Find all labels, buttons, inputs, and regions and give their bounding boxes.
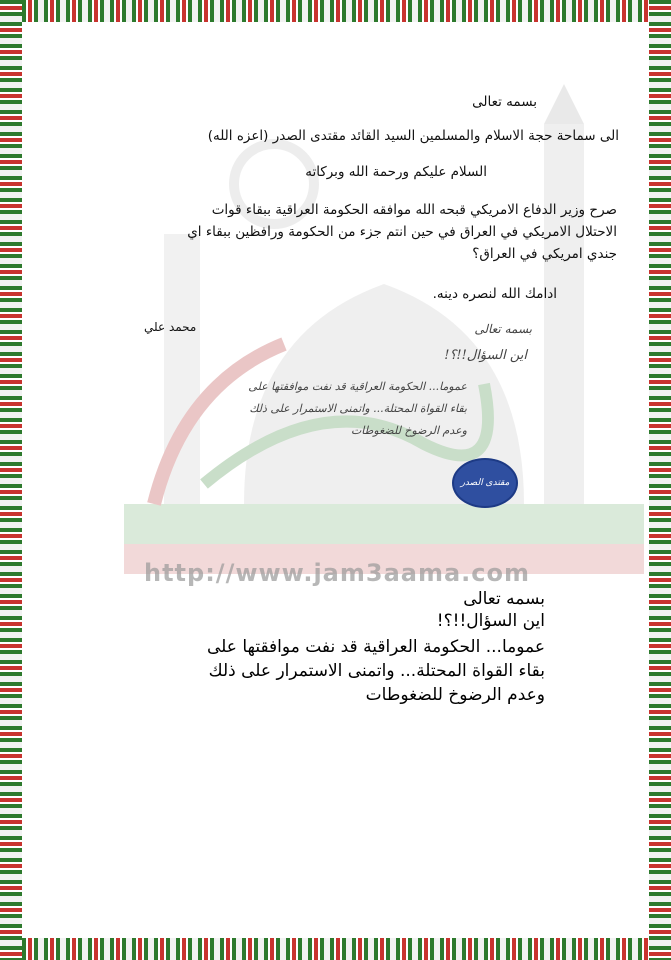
transcription-line-2: اين السؤال!!؟! bbox=[436, 611, 545, 631]
watermark-url: http://www.jam3aama.com bbox=[144, 559, 530, 587]
transcription-line-5: وعدم الرضوخ للضغوطات bbox=[365, 685, 545, 705]
decorative-border-right bbox=[649, 0, 671, 960]
letter-closing: ادامك الله لنصره دينه. bbox=[432, 286, 557, 302]
letter-body-line-1: صرح وزير الدفاع الامريكي قبحه الله موافقه الحكومة العراقية ببقاء قوات bbox=[211, 202, 617, 218]
letter-addressee: الى سماحة حجة الاسلام والمسلمين السيد القائد مقتدى الصدر (اعزه الله) bbox=[207, 128, 619, 144]
handwritten-line-5: وعدم الرضوخ للضغوطات bbox=[350, 424, 467, 437]
handwritten-line-1: بسمه تعالى bbox=[474, 322, 532, 336]
transcription-line-4: بقاء القواة المحتلة... واتمنى الاستمرار على ذلك bbox=[208, 661, 545, 681]
handwritten-line-3: عموما... الحكومة العراقية قد نفت موافقتها على bbox=[248, 380, 467, 393]
letter-greeting: السلام عليكم ورحمة الله وبركاته bbox=[305, 164, 487, 180]
letter-body-line-3: جندي امريكي في العراق؟ bbox=[472, 246, 617, 262]
handwritten-line-4: بقاء القواة المحتلة... واتمنى الاستمرار على ذلك bbox=[249, 402, 467, 415]
transcription-line-3: عموما... الحكومة العراقية قد نفت موافقتها على bbox=[206, 637, 545, 657]
letter-body-line-2: الاحتلال الامريكي في العراق في حين انتم جزء من الحكومة ورافظين ببقاء اي bbox=[187, 224, 617, 240]
decorative-border-top bbox=[0, 0, 671, 22]
handwritten-line-2: اين السؤال!!؟! bbox=[444, 348, 527, 363]
stamp-text: مقتدى الصدر bbox=[460, 478, 510, 488]
decorative-border-left bbox=[0, 0, 22, 960]
letter-sender: محمد علي bbox=[144, 320, 197, 334]
decorative-border-bottom bbox=[0, 938, 671, 960]
letter-basmala: بسمه تعالى bbox=[472, 94, 537, 110]
document-page bbox=[24, 24, 647, 936]
official-stamp bbox=[452, 458, 518, 508]
transcription-line-1: بسمه تعالى bbox=[463, 589, 545, 609]
